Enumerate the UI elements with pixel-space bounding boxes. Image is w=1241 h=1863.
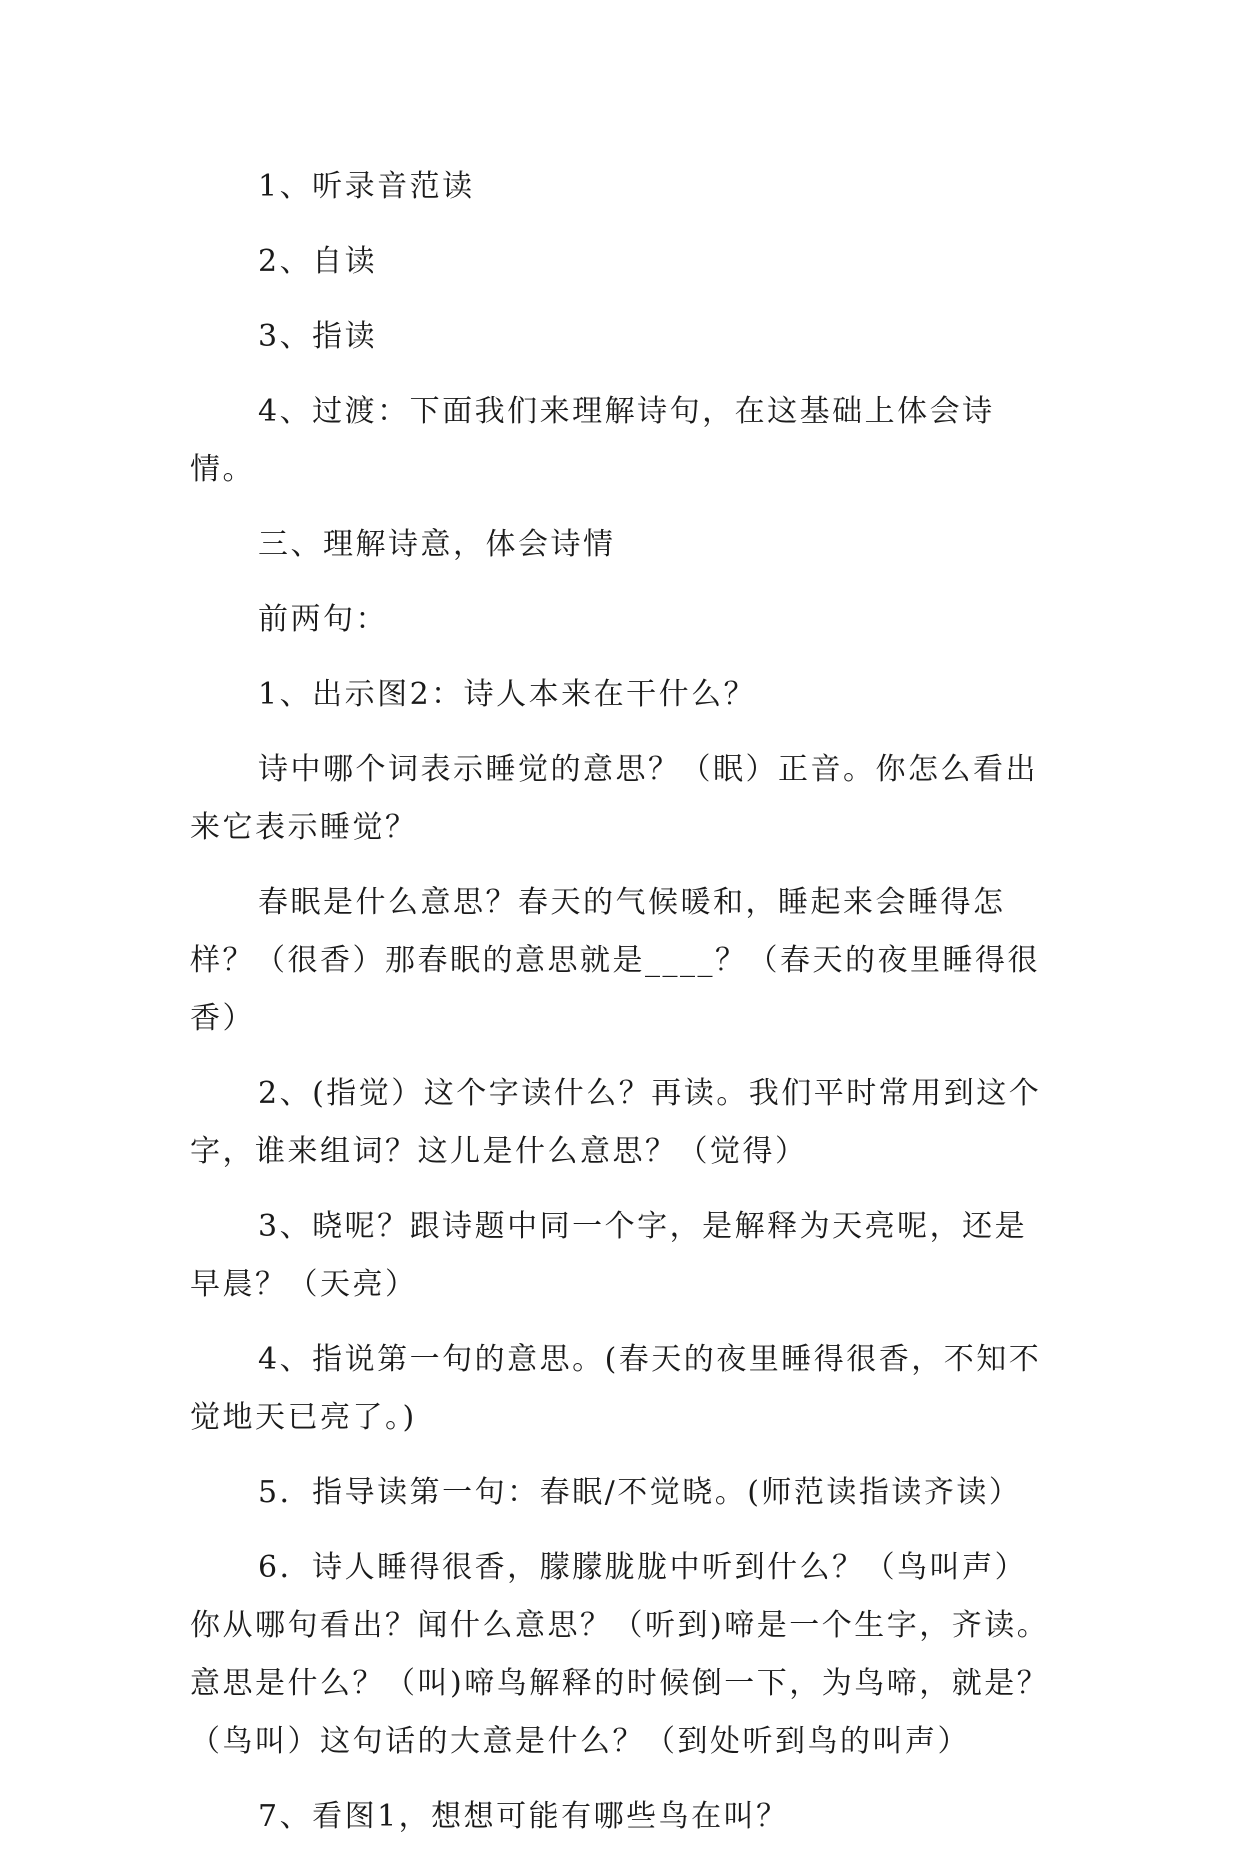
paragraph-listen-recording: 1、听录音范读 — [258, 169, 475, 204]
paragraph-read-first-line: 5．指导读第一句：春眠/不觉晓。(师范读指读齐读） — [258, 1475, 1022, 1510]
document-body — [190, 158, 1050, 1863]
paragraph-spring-sleep-meaning: 春眠是什么意思？春天的气候暖和，睡起来会睡得怎样？（很香）那春眠的意思就是____？（春天的夜里睡得很香） — [190, 885, 1040, 1036]
paragraph-first-line-meaning: 4、指说第一句的意思。(春天的夜里睡得很香，不知不觉地天已亮了。) — [190, 1342, 1042, 1435]
paragraph-show-figure-2: 1、出示图2：诗人本来在干什么？ — [258, 677, 757, 712]
paragraph-character-jue: 2、(指觉）这个字读什么？再读。我们平时常用到这个字，谁来组词？这儿是什么意思？（觉得） — [190, 1076, 1042, 1169]
paragraph-transition: 4、过渡：下面我们来理解诗句，在这基础上体会诗情。 — [190, 394, 995, 487]
paragraph-word-for-sleep: 诗中哪个词表示睡觉的意思？（眠）正音。你怎么看出来它表示睡觉？ — [190, 752, 1038, 845]
paragraph-bird-sounds: 6．诗人睡得很香，朦朦胧胧中听到什么？（鸟叫声）你从哪句看出？闻什么意思？（听到)啼是一个生字，齐读。意思是什么？（叫)啼鸟解释的时候倒一下，为鸟啼，就是？（鸟叫）这句话的大意是什么？（到处听到鸟的叫声） — [190, 1550, 1050, 1759]
paragraph-guided-read: 3、指读 — [258, 319, 378, 354]
subheading-first-two-lines: 前两句： — [258, 602, 388, 637]
paragraph-self-read: 2、自读 — [258, 244, 378, 279]
paragraph-character-xiao: 3、晓呢？跟诗题中同一个字，是解释为天亮呢，还是早晨？（天亮） — [190, 1209, 1028, 1302]
section-heading-understand-poem: 三、理解诗意，体会诗情 — [258, 527, 616, 562]
paragraph-figure-1-birds: 7、看图1，想想可能有哪些鸟在叫？ — [258, 1799, 789, 1834]
